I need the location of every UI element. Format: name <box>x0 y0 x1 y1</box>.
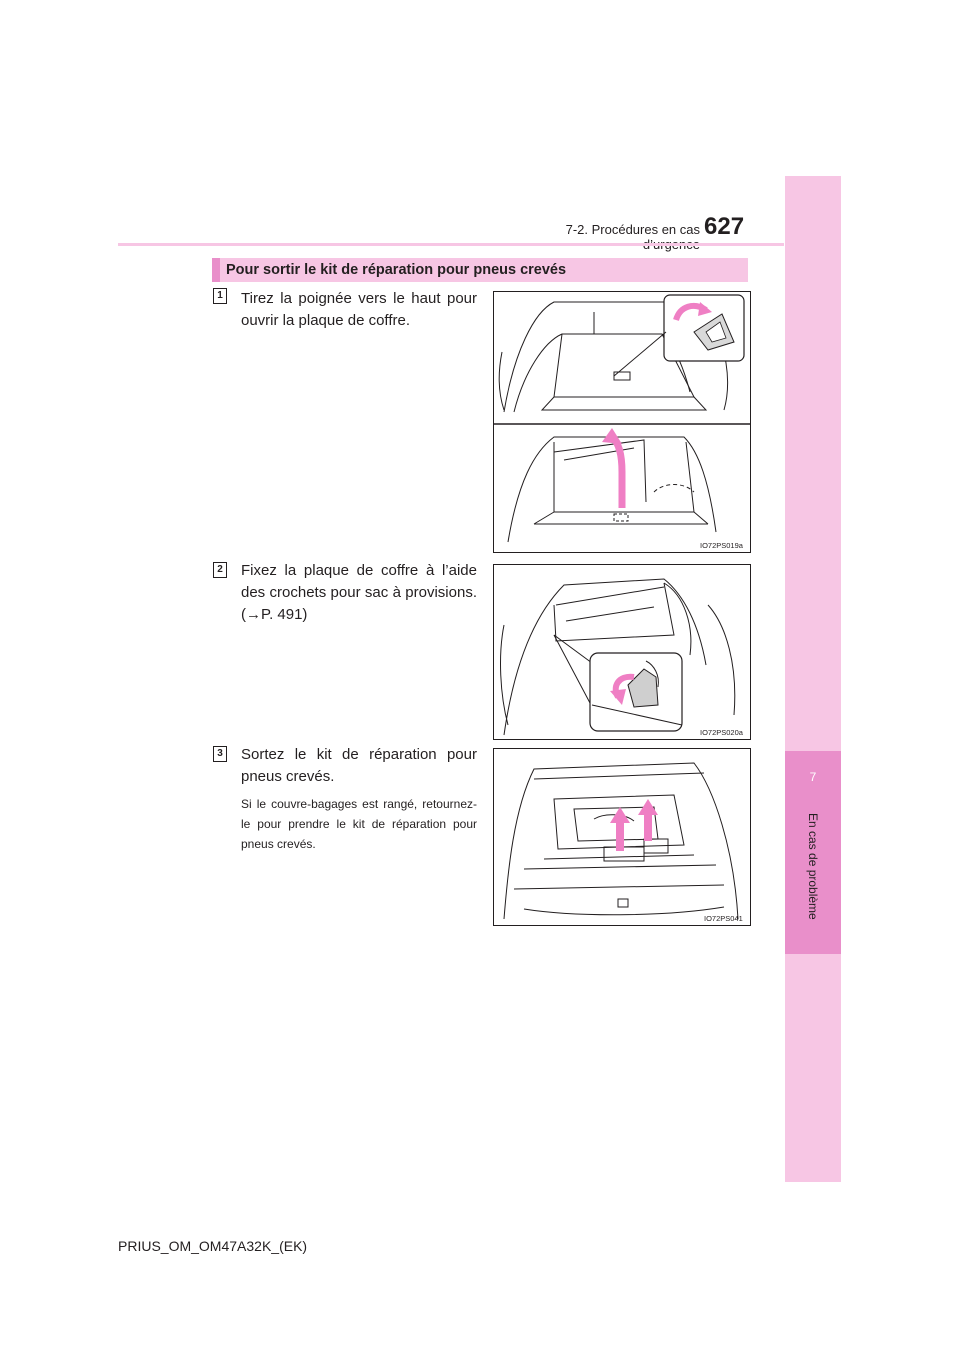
figure-code-1: IO72PS019a <box>700 541 743 550</box>
section-label: 7-2. Procédures en cas <box>565 222 700 237</box>
section-title-accent <box>212 258 220 282</box>
page-number: 627 <box>704 213 745 240</box>
figure-board-hooks <box>493 564 751 740</box>
trunk-illustration-1 <box>494 292 750 552</box>
trunk-illustration-3 <box>494 749 750 925</box>
step-number-1: 1 <box>213 288 227 304</box>
step-text-3: Sortez le kit de réparation pour pneus crevés. <box>241 746 477 785</box>
chapter-label: En cas de problème <box>806 813 820 920</box>
sidebar-tab-upper <box>785 176 841 751</box>
step-text-2: Fixez la plaque de coffre à l’aide des crochets pour sac à provisions. (→P. 491) <box>241 562 477 623</box>
chapter-number: 7 <box>809 770 817 784</box>
step-number-2: 2 <box>213 562 227 578</box>
trunk-illustration-2 <box>494 565 750 739</box>
figure-code-2: IO72PS020a <box>700 728 743 737</box>
section-title: Pour sortir le kit de réparation pour pneus crevés <box>226 262 567 278</box>
figure-repair-kit <box>493 748 751 926</box>
step-text-1: Tirez la poignée vers le haut pour ouvrir la plaque de coffre. <box>241 290 477 329</box>
step-note-3: Si le couvre-bagages est rangé, retournez-le pour prendre le kit de réparation pour pneus crevés. <box>241 797 477 851</box>
figure-code-3: IO72PS041 <box>704 914 743 923</box>
sidebar-tab-lower <box>785 954 841 1182</box>
header-rule <box>118 243 784 246</box>
step-number-3: 3 <box>213 746 227 762</box>
document-code: PRIUS_OM_OM47A32K_(EK) <box>118 1238 308 1254</box>
figure-trunk-open-board <box>493 291 751 553</box>
